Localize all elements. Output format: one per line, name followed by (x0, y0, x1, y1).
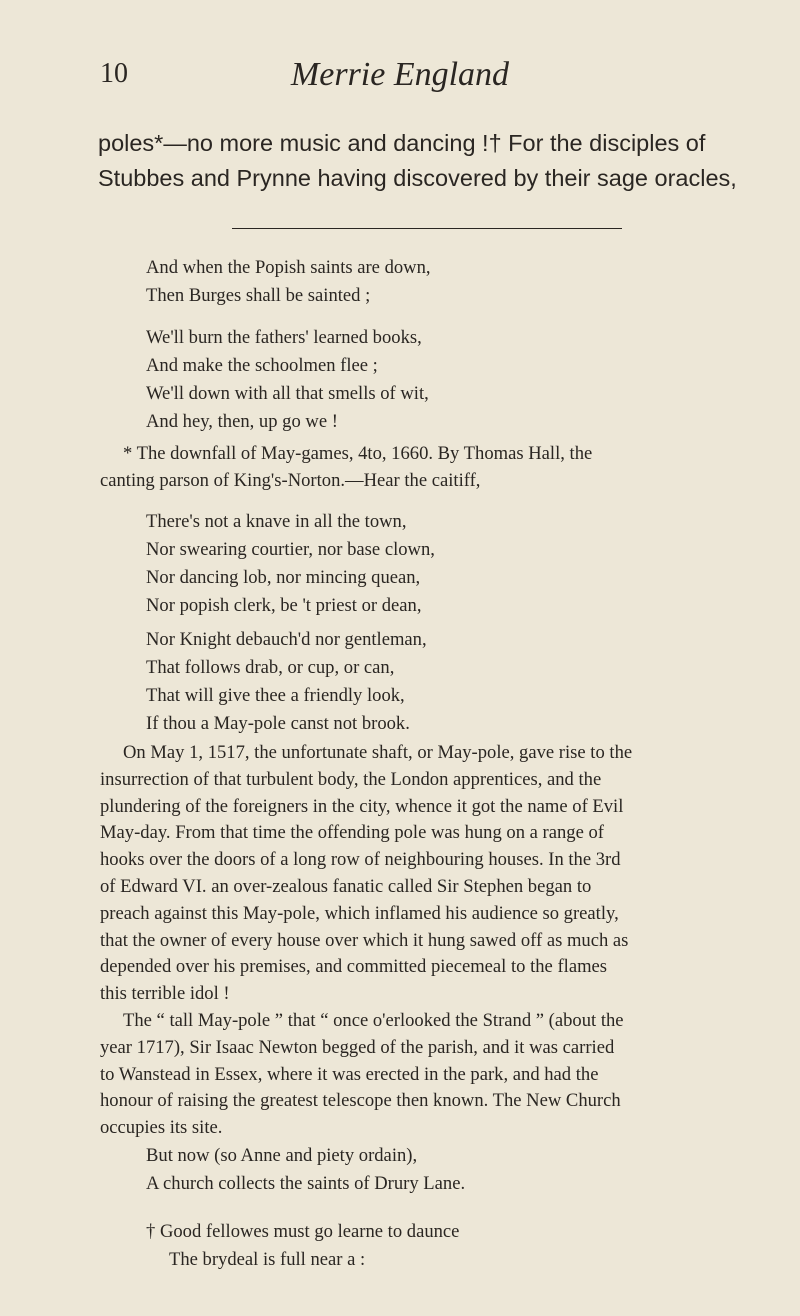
verse-line: Nor swearing courtier, nor base clown, (146, 539, 435, 560)
verse-stanza (146, 1142, 465, 1198)
verse-line: The brydeal is full near a : (169, 1249, 366, 1270)
footnote-line: depended over his premises, and committed piecemeal to the flames (100, 956, 608, 978)
verse-stanza (146, 626, 427, 738)
main-text (98, 126, 758, 196)
verse-line: Nor Knight debauch'd nor gentleman, (146, 629, 427, 650)
footnote-line: hooks over the doors of a long row of neighbouring houses. In the 3rd (100, 849, 621, 871)
verse-line: Then Burges shall be sainted ; (146, 285, 371, 306)
verse-line: A church collects the saints of Drury Lane. (146, 1173, 466, 1194)
footnote-line: On May 1, 1517, the unfortunate shaft, or May-pole, gave rise to the (123, 742, 633, 763)
verse-line: Nor dancing lob, nor mincing quean, (146, 567, 421, 588)
verse-stanza (146, 254, 431, 310)
text-line: poles*—no more music and dancing !† For the disciples of (98, 130, 706, 156)
verse-line: That will give thee a friendly look, (146, 685, 405, 706)
page-header (100, 58, 700, 108)
footnote-line: The “ tall May-pole ” that “ once o'erlooked the Strand ” (about the (123, 1010, 624, 1031)
footnote-paragraph (100, 740, 632, 1008)
text-line: Stubbes and Prynne having discovered by their sage oracles, (98, 165, 737, 191)
footnote-line: occupies its site. (100, 1117, 223, 1139)
footnote-line: that the owner of every house over which it hung sawed off as much as (100, 929, 629, 951)
verse-line: And hey, then, up go we ! (146, 411, 338, 432)
verse-line: If thou a May-pole canst not brook. (146, 713, 410, 734)
footnote-dagger (146, 1218, 459, 1274)
footnote-line: canting parson of King's-Norton.—Hear the caitiff, (100, 469, 481, 491)
footnote-star (100, 441, 592, 495)
verse-stanza (146, 508, 435, 620)
footnote-line: honour of raising the greatest telescope then known. The New Church (100, 1090, 621, 1112)
footnote-line: of Edward VI. an over-zealous fanatic called Sir Stephen began to (100, 875, 592, 897)
running-title: Merrie England (290, 56, 510, 93)
footnote-line: May-day. From that time the offending pole was hung on a range of (100, 822, 604, 844)
footnote-line: year 1717), Sir Isaac Newton begged of the parish, and it was carried (100, 1036, 615, 1058)
verse-line: And when the Popish saints are down, (146, 257, 431, 278)
page-number: 10 (100, 58, 128, 89)
verse-stanza (146, 324, 429, 436)
verse-line: And make the schoolmen flee ; (146, 355, 378, 376)
verse-line: There's not a knave in all the town, (146, 511, 407, 532)
footnote-line: * The downfall of May-games, 4to, 1660. By Thomas Hall, the (123, 443, 593, 464)
verse-line: We'll burn the fathers' learned books, (146, 327, 422, 348)
footnote-divider (232, 228, 622, 229)
footnote-line: this terrible idol ! (100, 983, 230, 1005)
verse-line: Nor popish clerk, be 't priest or dean, (146, 595, 422, 616)
footnote-line: to Wanstead in Essex, where it was erected in the park, and had the (100, 1063, 599, 1085)
footnote-line: plundering of the foreigners in the city, whence it got the name of Evil (100, 795, 624, 817)
verse-line: We'll down with all that smells of wit, (146, 383, 429, 404)
verse-line: But now (so Anne and piety ordain), (146, 1145, 418, 1166)
footnote-paragraph (100, 1008, 624, 1142)
verse-line: † Good fellowes must go learne to daunce (146, 1221, 460, 1242)
footnote-line: insurrection of that turbulent body, the London apprentices, and the (100, 768, 602, 790)
verse-line: That follows drab, or cup, or can, (146, 657, 395, 678)
footnote-line: preach against this May-pole, which inflamed his audience so greatly, (100, 902, 619, 924)
